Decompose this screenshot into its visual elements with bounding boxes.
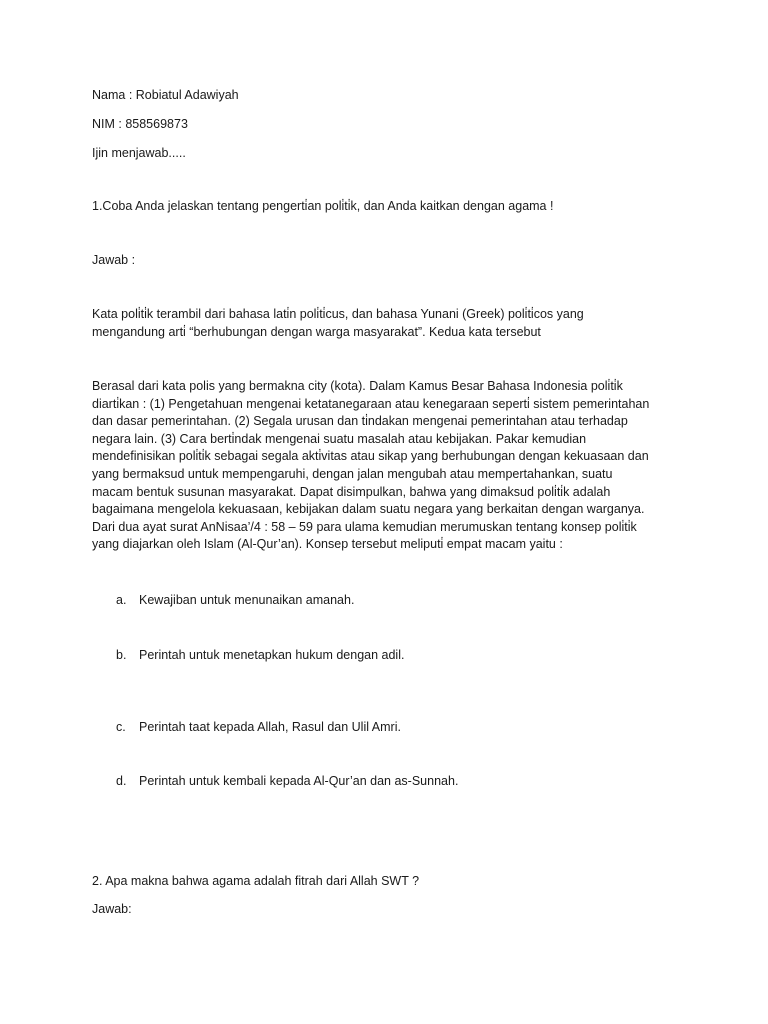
paragraph-line: Dari dua ayat surat AnNisaa’/4 : 58 – 59 para ulama kemudian merumuskan tentang konsep poli̇ti̇k (92, 519, 637, 534)
paragraph-line: diarti̇kan : (1) Pengetahuan mengenai ketatanegaraan atau kenegaraan seperti̇ sistem pemerintahan (92, 396, 650, 411)
list-item-text: Perintah untuk menetapkan hukum dengan adil. (139, 648, 405, 662)
question-1: 1.Coba Anda jelaskan tentang pengerti̇an poli̇ti̇k, dan Anda kaitkan dengan agama ! (92, 199, 554, 213)
student-name: Nama : Robiatul Adawiyah (92, 88, 239, 102)
answer-paragraph-2 (92, 378, 704, 554)
list-item (116, 592, 354, 610)
paragraph-line: mendefinisikan poli̇ti̇k sebagai segala akti̇vitas atau sikap yang berhubungan dengan kekuasaan dan (92, 449, 649, 464)
paragraph-line: mengandung arti̇ “berhubungan dengan warga masyarakat”. Kedua kata tersebut (92, 324, 541, 339)
paragraph-line: macam bentuk susunan masyarakat. Dapat disimpulkan, bahwa yang dimaksud poli̇ti̇k adalah (92, 484, 611, 499)
list-item (116, 773, 458, 791)
student-nim: NIM : 858569873 (92, 117, 188, 131)
paragraph-line: bagaimana mengelola kekuasaan, kebijakan dalam suatu negara yang berkaitan dengan warganya. (92, 502, 645, 517)
paragraph-line: dan dasar pemerintahan. (2) Segala urusan dan ti̇ndakan mengenai pemerintahan atau terhadap (92, 414, 628, 429)
answer-label-2: Jawab: (92, 902, 132, 916)
paragraph-line: yang bermaksud untuk mempengaruhi, dengan jalan mengubah atau mempertahankan, suatu (92, 466, 613, 481)
question-2: 2. Apa makna bahwa agama adalah fitrah dari Allah SWT ? (92, 874, 420, 888)
answer-label-1: Jawab : (92, 253, 136, 267)
list-marker: b. (116, 648, 127, 662)
paragraph-line: yang diajarkan oleh Islam (Al-Qur’an). Konsep tersebut meliputi̇ empat macam yaitu : (92, 537, 563, 552)
paragraph-line: Kata poli̇ti̇k terambil dari bahasa lati̇n poli̇ti̇cus, dan bahasa Yunani (Greek) poli̇ti̇cos yang (92, 307, 584, 321)
intro-text: Ijin menjawab..... (92, 146, 186, 160)
list-item-text: Perintah untuk kembali kepada Al-Qur’an dan as-Sunnah. (139, 774, 459, 788)
list-marker: d. (116, 774, 127, 788)
list-item (116, 647, 404, 665)
answer-paragraph-1 (92, 306, 704, 341)
list-item-text: Kewajiban untuk menunaikan amanah. (139, 593, 355, 607)
list-item (116, 719, 401, 737)
list-marker: a. (116, 593, 127, 607)
list-item-text: Perintah taat kepada Allah, Rasul dan Ulil Amri. (139, 720, 401, 734)
list-marker: c. (116, 720, 126, 734)
paragraph-line: Berasal dari kata polis yang bermakna city (kota). Dalam Kamus Besar Bahasa Indonesia poli̇ti̇k (92, 379, 623, 393)
paragraph-line: negara lain. (3) Cara berti̇ndak mengenai suatu masalah atau kebijakan. Pakar kemudian (92, 431, 587, 446)
